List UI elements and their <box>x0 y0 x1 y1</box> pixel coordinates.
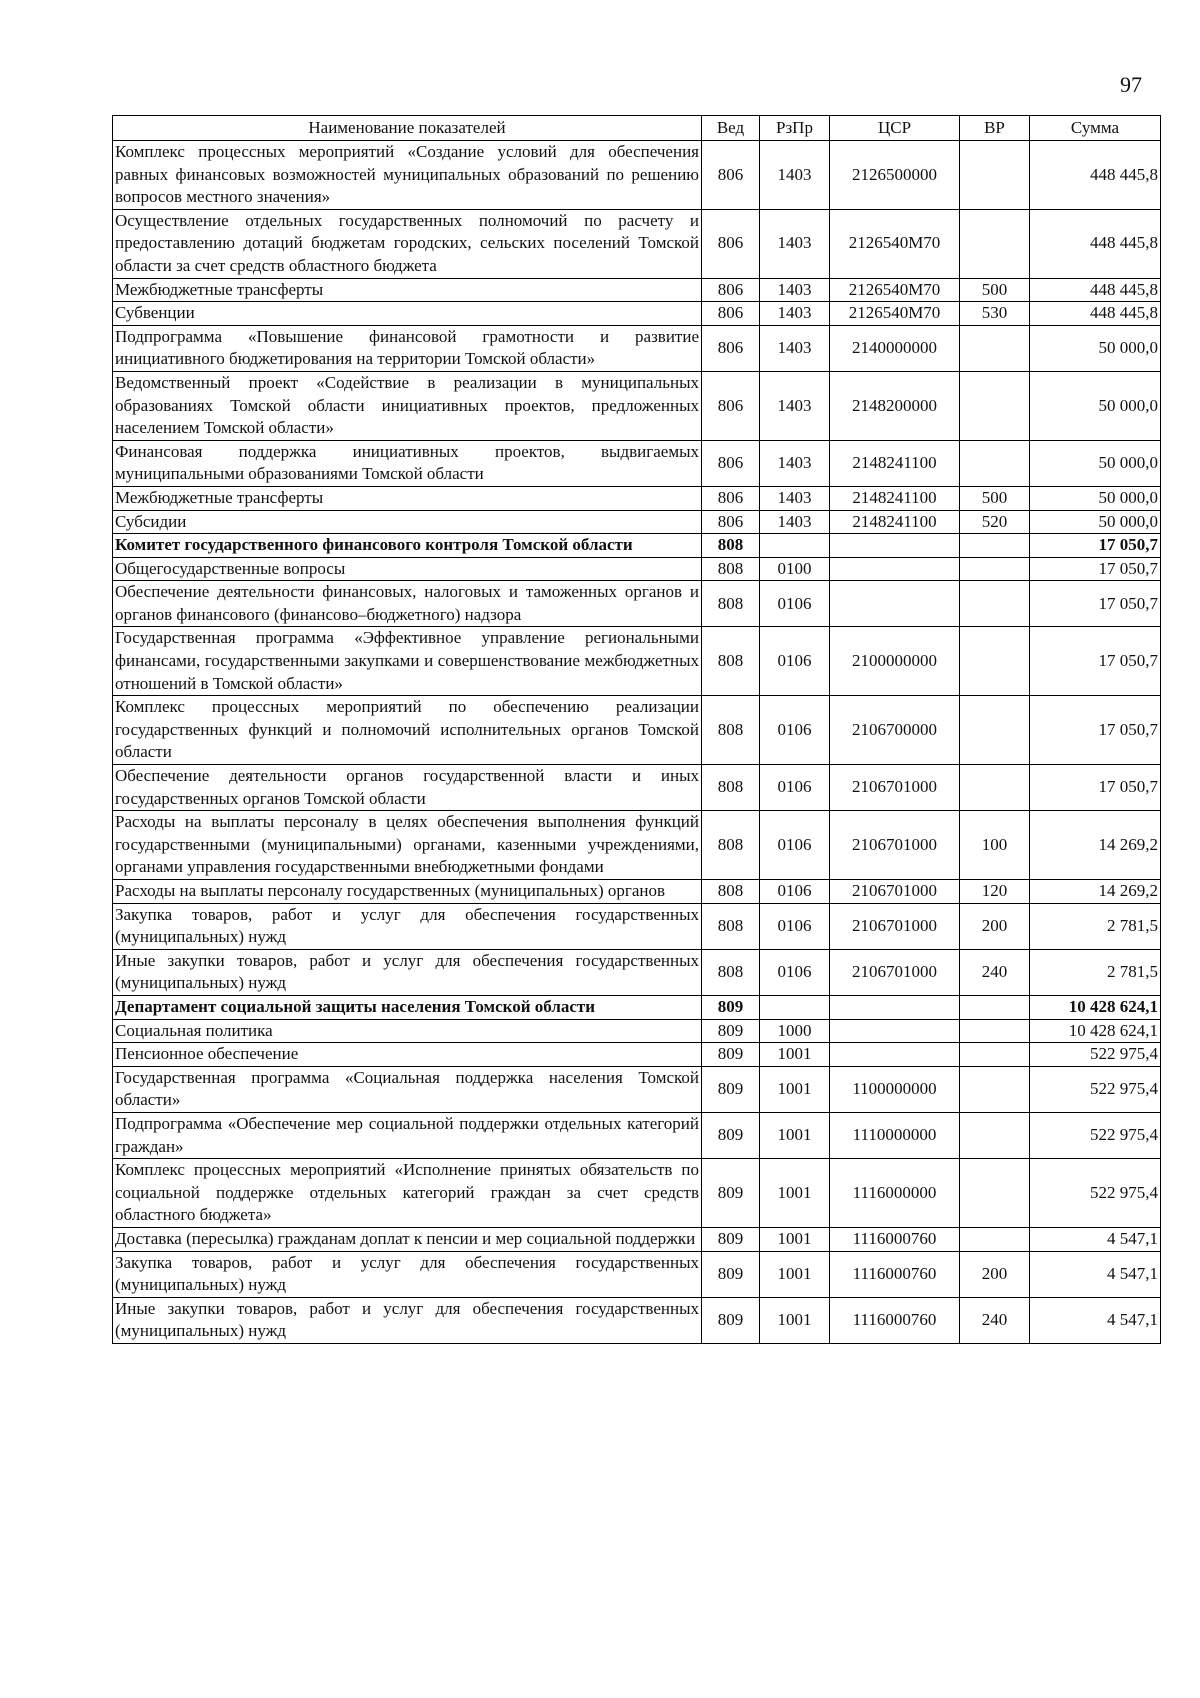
cell-name: Иные закупки товаров, работ и услуг для обеспечения государственных (муниципальных) нужд <box>113 949 702 995</box>
cell-name: Государственная программа «Социальная поддержка населения Томской области» <box>113 1066 702 1112</box>
header-sum: Сумма <box>1030 116 1161 141</box>
cell-vr <box>960 534 1030 558</box>
cell-ved: 809 <box>702 1251 760 1297</box>
cell-sum: 2 781,5 <box>1030 949 1161 995</box>
cell-vr <box>960 627 1030 696</box>
cell-vr <box>960 440 1030 486</box>
cell-csr: 2126500000 <box>830 141 960 210</box>
table-row <box>113 1159 1161 1228</box>
cell-csr <box>830 1043 960 1067</box>
table-row <box>113 278 1161 302</box>
cell-ved: 806 <box>702 278 760 302</box>
cell-vr: 240 <box>960 949 1030 995</box>
cell-ved: 808 <box>702 880 760 904</box>
cell-ved: 806 <box>702 209 760 278</box>
table-row <box>113 486 1161 510</box>
cell-ved: 808 <box>702 534 760 558</box>
cell-vr <box>960 1066 1030 1112</box>
cell-ved: 808 <box>702 949 760 995</box>
table-header-row <box>113 116 1161 141</box>
cell-vr <box>960 1043 1030 1067</box>
cell-vr: 520 <box>960 510 1030 534</box>
cell-rzpr: 0106 <box>760 949 830 995</box>
cell-csr: 2106701000 <box>830 903 960 949</box>
header-ved: Вед <box>702 116 760 141</box>
cell-ved: 806 <box>702 302 760 326</box>
cell-csr: 2126540M70 <box>830 209 960 278</box>
cell-csr: 1110000000 <box>830 1112 960 1158</box>
cell-vr <box>960 371 1030 440</box>
cell-rzpr: 0106 <box>760 811 830 880</box>
cell-csr: 2148200000 <box>830 371 960 440</box>
cell-ved: 806 <box>702 371 760 440</box>
cell-name: Расходы на выплаты персоналу государственных (муниципальных) органов <box>113 880 702 904</box>
table-row <box>113 903 1161 949</box>
table-row <box>113 302 1161 326</box>
cell-vr <box>960 1159 1030 1228</box>
table-row <box>113 534 1161 558</box>
cell-ved: 806 <box>702 486 760 510</box>
cell-ved: 809 <box>702 1227 760 1251</box>
header-name: Наименование показателей <box>113 116 702 141</box>
cell-sum: 10 428 624,1 <box>1030 1019 1161 1043</box>
cell-rzpr: 1001 <box>760 1159 830 1228</box>
cell-name: Государственная программа «Эффективное управление региональными финансами, государственными закупками и совершенствование межбюджетных отношений в Томской области» <box>113 627 702 696</box>
table-row <box>113 696 1161 765</box>
cell-vr <box>960 1019 1030 1043</box>
header-csr: ЦСР <box>830 116 960 141</box>
page-number: 97 <box>1120 72 1142 97</box>
cell-sum: 522 975,4 <box>1030 1159 1161 1228</box>
cell-rzpr: 1403 <box>760 141 830 210</box>
cell-ved: 809 <box>702 1043 760 1067</box>
table-row <box>113 209 1161 278</box>
cell-sum: 4 547,1 <box>1030 1251 1161 1297</box>
cell-ved: 809 <box>702 1019 760 1043</box>
cell-rzpr <box>760 534 830 558</box>
table-row <box>113 141 1161 210</box>
cell-vr: 240 <box>960 1297 1030 1343</box>
cell-vr: 200 <box>960 903 1030 949</box>
cell-rzpr: 0100 <box>760 557 830 581</box>
table-row <box>113 1227 1161 1251</box>
table-row <box>113 1251 1161 1297</box>
cell-vr <box>960 557 1030 581</box>
cell-name: Субсидии <box>113 510 702 534</box>
cell-csr <box>830 581 960 627</box>
cell-csr <box>830 534 960 558</box>
cell-sum: 2 781,5 <box>1030 903 1161 949</box>
cell-vr <box>960 765 1030 811</box>
table-row <box>113 1297 1161 1343</box>
cell-csr: 2148241100 <box>830 510 960 534</box>
cell-ved: 808 <box>702 696 760 765</box>
cell-vr <box>960 209 1030 278</box>
cell-rzpr: 1403 <box>760 209 830 278</box>
cell-csr: 2140000000 <box>830 325 960 371</box>
cell-ved: 809 <box>702 1159 760 1228</box>
cell-sum: 14 269,2 <box>1030 880 1161 904</box>
cell-csr <box>830 1019 960 1043</box>
cell-csr: 1116000760 <box>830 1227 960 1251</box>
cell-rzpr <box>760 995 830 1019</box>
cell-rzpr: 1001 <box>760 1043 830 1067</box>
table-row <box>113 995 1161 1019</box>
cell-name: Субвенции <box>113 302 702 326</box>
cell-rzpr: 1403 <box>760 278 830 302</box>
budget-table <box>112 115 1161 1344</box>
cell-name: Комплекс процессных мероприятий по обеспечению реализации государственных функций и полномочий исполнительных органов Томской области <box>113 696 702 765</box>
cell-csr: 2126540M70 <box>830 278 960 302</box>
cell-sum: 17 050,7 <box>1030 765 1161 811</box>
cell-ved: 808 <box>702 811 760 880</box>
table-row <box>113 880 1161 904</box>
cell-csr: 2106700000 <box>830 696 960 765</box>
cell-sum: 448 445,8 <box>1030 278 1161 302</box>
cell-rzpr: 1403 <box>760 440 830 486</box>
cell-ved: 806 <box>702 141 760 210</box>
cell-name: Комплекс процессных мероприятий «Исполнение принятых обязательств по социальной поддержке отдельных категорий граждан за счет средств областного бюджета» <box>113 1159 702 1228</box>
cell-name: Межбюджетные трансферты <box>113 486 702 510</box>
cell-vr <box>960 325 1030 371</box>
cell-csr: 2106701000 <box>830 949 960 995</box>
cell-csr: 2148241100 <box>830 440 960 486</box>
cell-sum: 50 000,0 <box>1030 440 1161 486</box>
cell-csr: 2148241100 <box>830 486 960 510</box>
cell-name: Ведомственный проект «Содействие в реализации в муниципальных образованиях Томской области инициативных проектов, предложенных населением Томской области» <box>113 371 702 440</box>
cell-name: Межбюджетные трансферты <box>113 278 702 302</box>
cell-rzpr: 1001 <box>760 1227 830 1251</box>
cell-name: Осуществление отдельных государственных полномочий по расчету и предоставлению дотаций бюджетам городских, сельских поселений Томской области за счет средств областного бюджета <box>113 209 702 278</box>
cell-rzpr: 1001 <box>760 1112 830 1158</box>
cell-rzpr: 1403 <box>760 371 830 440</box>
table-row <box>113 1066 1161 1112</box>
cell-vr <box>960 141 1030 210</box>
table-row <box>113 1043 1161 1067</box>
table-row <box>113 325 1161 371</box>
table-row <box>113 440 1161 486</box>
cell-name: Обеспечение деятельности органов государственной власти и иных государственных органов Томской области <box>113 765 702 811</box>
cell-name: Финансовая поддержка инициативных проектов, выдвигаемых муниципальными образованиями Томской области <box>113 440 702 486</box>
cell-ved: 809 <box>702 1297 760 1343</box>
cell-ved: 809 <box>702 1066 760 1112</box>
cell-sum: 4 547,1 <box>1030 1227 1161 1251</box>
cell-vr: 200 <box>960 1251 1030 1297</box>
cell-csr: 2126540M70 <box>830 302 960 326</box>
cell-vr <box>960 581 1030 627</box>
cell-ved: 808 <box>702 903 760 949</box>
cell-sum: 522 975,4 <box>1030 1043 1161 1067</box>
cell-name: Иные закупки товаров, работ и услуг для обеспечения государственных (муниципальных) нужд <box>113 1297 702 1343</box>
cell-sum: 522 975,4 <box>1030 1112 1161 1158</box>
table-row <box>113 627 1161 696</box>
cell-ved: 808 <box>702 765 760 811</box>
cell-sum: 448 445,8 <box>1030 209 1161 278</box>
cell-csr <box>830 995 960 1019</box>
table-row <box>113 811 1161 880</box>
cell-name: Обеспечение деятельности финансовых, налоговых и таможенных органов и органов финансового (финансово–бюджетного) надзора <box>113 581 702 627</box>
cell-rzpr: 1403 <box>760 325 830 371</box>
cell-sum: 50 000,0 <box>1030 325 1161 371</box>
cell-vr: 500 <box>960 278 1030 302</box>
cell-csr <box>830 557 960 581</box>
cell-name: Социальная политика <box>113 1019 702 1043</box>
cell-rzpr: 0106 <box>760 696 830 765</box>
cell-csr: 2106701000 <box>830 811 960 880</box>
cell-rzpr: 1001 <box>760 1251 830 1297</box>
cell-vr <box>960 995 1030 1019</box>
cell-vr <box>960 1227 1030 1251</box>
cell-csr: 1100000000 <box>830 1066 960 1112</box>
cell-sum: 448 445,8 <box>1030 302 1161 326</box>
cell-sum: 522 975,4 <box>1030 1066 1161 1112</box>
cell-ved: 809 <box>702 1112 760 1158</box>
header-vr: ВР <box>960 116 1030 141</box>
cell-sum: 17 050,7 <box>1030 581 1161 627</box>
cell-sum: 50 000,0 <box>1030 371 1161 440</box>
cell-name: Общегосударственные вопросы <box>113 557 702 581</box>
cell-vr <box>960 696 1030 765</box>
cell-vr: 100 <box>960 811 1030 880</box>
cell-name: Закупка товаров, работ и услуг для обеспечения государственных (муниципальных) нужд <box>113 903 702 949</box>
cell-ved: 806 <box>702 440 760 486</box>
header-rzpr: РзПр <box>760 116 830 141</box>
cell-name: Департамент социальной защиты населения Томской области <box>113 995 702 1019</box>
cell-csr: 1116000000 <box>830 1159 960 1228</box>
cell-name: Доставка (пересылка) гражданам доплат к пенсии и мер социальной поддержки <box>113 1227 702 1251</box>
table-row <box>113 557 1161 581</box>
cell-sum: 17 050,7 <box>1030 557 1161 581</box>
cell-vr: 500 <box>960 486 1030 510</box>
cell-sum: 448 445,8 <box>1030 141 1161 210</box>
cell-rzpr: 0106 <box>760 903 830 949</box>
cell-csr: 2100000000 <box>830 627 960 696</box>
cell-sum: 17 050,7 <box>1030 534 1161 558</box>
cell-rzpr: 0106 <box>760 765 830 811</box>
cell-sum: 17 050,7 <box>1030 627 1161 696</box>
cell-sum: 10 428 624,1 <box>1030 995 1161 1019</box>
cell-rzpr: 1001 <box>760 1297 830 1343</box>
cell-sum: 17 050,7 <box>1030 696 1161 765</box>
cell-rzpr: 1000 <box>760 1019 830 1043</box>
cell-csr: 2106701000 <box>830 765 960 811</box>
cell-rzpr: 0106 <box>760 627 830 696</box>
table-row <box>113 765 1161 811</box>
cell-ved: 806 <box>702 325 760 371</box>
table-row <box>113 1112 1161 1158</box>
cell-rzpr: 1001 <box>760 1066 830 1112</box>
table-row <box>113 510 1161 534</box>
cell-ved: 809 <box>702 995 760 1019</box>
cell-name: Пенсионное обеспечение <box>113 1043 702 1067</box>
cell-sum: 50 000,0 <box>1030 486 1161 510</box>
cell-rzpr: 1403 <box>760 486 830 510</box>
cell-vr: 120 <box>960 880 1030 904</box>
cell-ved: 806 <box>702 510 760 534</box>
cell-name: Подпрограмма «Повышение финансовой грамотности и развитие инициативного бюджетирования на территории Томской области» <box>113 325 702 371</box>
cell-vr: 530 <box>960 302 1030 326</box>
cell-sum: 14 269,2 <box>1030 811 1161 880</box>
cell-sum: 4 547,1 <box>1030 1297 1161 1343</box>
cell-ved: 808 <box>702 557 760 581</box>
cell-csr: 2106701000 <box>830 880 960 904</box>
cell-csr: 1116000760 <box>830 1251 960 1297</box>
cell-name: Расходы на выплаты персоналу в целях обеспечения выполнения функций государственными (муниципальными) органами, казенными учреждениями, органами управления государственными внебюджетными фондами <box>113 811 702 880</box>
table-row <box>113 949 1161 995</box>
cell-ved: 808 <box>702 627 760 696</box>
cell-csr: 1116000760 <box>830 1297 960 1343</box>
table-row <box>113 371 1161 440</box>
cell-name: Комплекс процессных мероприятий «Создание условий для обеспечения равных финансовых возможностей муниципальных образований по решению вопросов местного значения» <box>113 141 702 210</box>
cell-rzpr: 1403 <box>760 302 830 326</box>
table-row <box>113 581 1161 627</box>
cell-name: Комитет государственного финансового контроля Томской области <box>113 534 702 558</box>
cell-vr <box>960 1112 1030 1158</box>
cell-rzpr: 0106 <box>760 880 830 904</box>
cell-rzpr: 1403 <box>760 510 830 534</box>
table-body <box>113 141 1161 1344</box>
cell-name: Закупка товаров, работ и услуг для обеспечения государственных (муниципальных) нужд <box>113 1251 702 1297</box>
cell-ved: 808 <box>702 581 760 627</box>
cell-sum: 50 000,0 <box>1030 510 1161 534</box>
cell-rzpr: 0106 <box>760 581 830 627</box>
table-row <box>113 1019 1161 1043</box>
cell-name: Подпрограмма «Обеспечение мер социальной поддержки отдельных категорий граждан» <box>113 1112 702 1158</box>
